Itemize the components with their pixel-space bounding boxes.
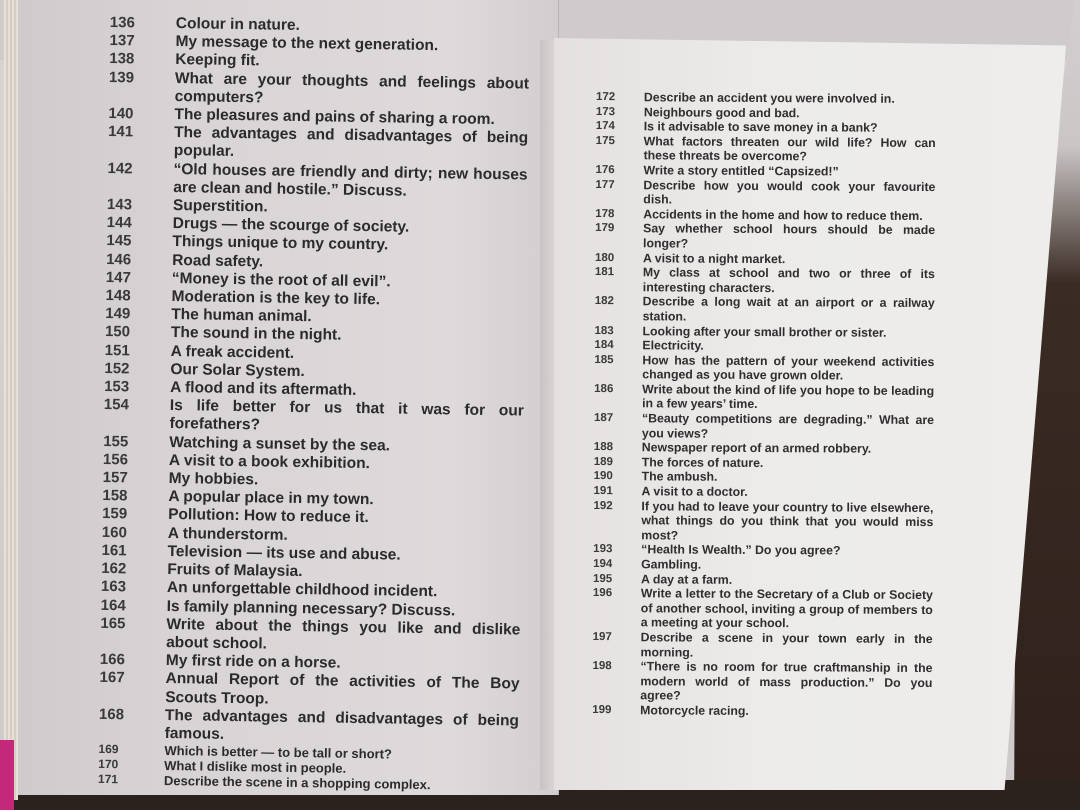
- item-text: Describe an accident you were involved in.: [643, 90, 895, 106]
- list-item: [592, 703, 932, 720]
- item-number: 146: [106, 250, 132, 269]
- item-number: 137: [109, 32, 135, 50]
- list-item: [593, 499, 933, 545]
- item-text: “Old houses are friendly and dirty; new houses are clean and hostile.” Discuss.: [173, 160, 528, 200]
- item-text: Is family planning necessary? Discuss.: [166, 597, 456, 619]
- item-number: 188: [593, 441, 614, 454]
- page-edges: [4, 0, 18, 800]
- item-text: Accidents in the home and how to reduce them.: [643, 207, 923, 223]
- item-text: Superstition.: [172, 197, 268, 216]
- item-number: 183: [594, 324, 614, 337]
- item-number: 151: [104, 341, 130, 360]
- item-number: 170: [98, 757, 119, 772]
- item-number: 156: [102, 450, 129, 469]
- item-text: What are your thoughts and feelings about computers?: [174, 69, 530, 107]
- item-number: 173: [595, 105, 616, 118]
- item-number: 195: [592, 572, 613, 585]
- list-item: [594, 411, 934, 442]
- item-text: “Money is the root of all evil”.: [171, 269, 391, 291]
- item-number: 179: [595, 222, 615, 235]
- item-number: 181: [594, 266, 615, 279]
- item-number: 175: [595, 134, 615, 147]
- item-text: Write a story entitled “Capsized!”: [643, 163, 839, 179]
- item-number: 185: [594, 353, 614, 366]
- item-text: The ambush.: [641, 469, 718, 485]
- pink-cover-edge: [0, 740, 14, 810]
- item-text: Colour in nature.: [175, 15, 300, 34]
- item-number: 169: [98, 742, 119, 757]
- list-item: [595, 294, 935, 325]
- item-text: Describe the scene in a shopping complex.: [163, 773, 431, 793]
- item-text: Which is better — to be tall or short?: [164, 743, 393, 762]
- item-text: Write a letter to the Secretary of a Club or Society of another school, inviting a group of members to a meeting at your school.: [640, 586, 933, 631]
- item-text: Is life better for us that it was for our forefathers?: [169, 397, 524, 434]
- item-text: Describe how you would cook your favourite dish.: [643, 177, 936, 207]
- item-text: Looking after your small brother or sister.: [642, 323, 887, 340]
- item-text: A flood and its aftermath.: [170, 379, 357, 399]
- item-text: Our Solar System.: [170, 360, 305, 380]
- item-text: The advantages and disadvantages of being famous.: [164, 706, 520, 743]
- item-number: 140: [108, 105, 134, 123]
- item-number: 139: [108, 68, 135, 86]
- item-number: 162: [101, 560, 127, 578]
- item-number: 159: [102, 505, 128, 523]
- item-number: 194: [593, 557, 613, 571]
- list-item: [594, 382, 934, 413]
- item-text: “Beauty competitions are degrading.” What are you views?: [641, 411, 935, 441]
- item-number: 141: [108, 123, 134, 141]
- item-text: “There is no room for true craftmanship in the modern world of mass production.” Do you agree?: [640, 659, 933, 703]
- item-text: A visit to a book exhibition.: [168, 451, 371, 473]
- item-number: 186: [594, 382, 614, 395]
- item-number: 148: [105, 287, 131, 305]
- item-text: Describe a long wait at an airport or a railway station.: [642, 294, 935, 324]
- item-text: The human animal.: [171, 306, 312, 326]
- item-number: 197: [592, 630, 612, 644]
- item-text: A thunderstorm.: [167, 524, 288, 544]
- item-text: My message to the next generation.: [175, 33, 439, 55]
- list-item: [595, 265, 935, 296]
- item-number: 198: [592, 660, 612, 673]
- item-text: Pollution: How to reduce it.: [168, 506, 369, 527]
- item-number: 184: [594, 339, 614, 352]
- item-number: 142: [107, 159, 133, 177]
- left-topic-list: [98, 14, 530, 794]
- item-text: My first ride on a horse.: [165, 652, 341, 672]
- list-item: [593, 630, 933, 661]
- list-item: [595, 221, 935, 252]
- item-text: Newspaper report of an armed robbery.: [641, 440, 872, 456]
- item-text: The pleasures and pains of sharing a room.: [174, 106, 495, 129]
- item-text: Write about the kind of life you hope to be leading in a few years’ time.: [642, 382, 935, 412]
- item-text: How has the pattern of your weekend activities changed as you have grown older.: [642, 352, 935, 383]
- item-text: A day at a farm.: [640, 571, 733, 587]
- item-text: Fruits of Malaysia.: [167, 561, 303, 581]
- item-number: 160: [101, 523, 128, 542]
- item-text: Say whether school hours should be made longer?: [643, 221, 936, 251]
- item-number: 136: [109, 14, 136, 32]
- item-number: 187: [593, 412, 614, 425]
- item-number: 161: [101, 541, 127, 560]
- item-number: 168: [98, 705, 125, 724]
- item-number: 165: [100, 614, 126, 633]
- item-number: 176: [595, 163, 615, 177]
- item-number: 144: [106, 214, 132, 232]
- item-text: “Health Is Wealth.” Do you agree?: [641, 542, 841, 558]
- item-text: A popular place in my town.: [168, 488, 374, 509]
- item-text: The forces of nature.: [641, 455, 764, 470]
- item-text: Annual Report of the activities of The Boy Scouts Troop.: [165, 670, 520, 708]
- list-item: [594, 353, 934, 384]
- list-item: [595, 178, 935, 209]
- item-number: 190: [593, 470, 613, 483]
- item-text: What I dislike most in people.: [164, 758, 347, 776]
- item-text: Things unique to my country.: [172, 233, 389, 254]
- item-number: 145: [106, 232, 132, 250]
- item-text: Drugs — the scourge of society.: [172, 215, 410, 236]
- list-item: [593, 586, 933, 632]
- item-number: 149: [105, 305, 131, 323]
- item-number: 153: [104, 378, 130, 396]
- item-number: 143: [106, 196, 133, 214]
- item-text: Write about the things you like and dislike about school.: [166, 615, 521, 653]
- item-number: 150: [104, 323, 131, 341]
- item-text: Moderation is the key to life.: [171, 288, 381, 309]
- list-item: [592, 659, 932, 705]
- item-number: 189: [593, 455, 613, 468]
- item-text: Neighbours good and bad.: [643, 104, 800, 120]
- item-text: A freak accident.: [170, 342, 295, 362]
- item-number: 171: [97, 772, 119, 787]
- item-number: 167: [99, 669, 125, 687]
- item-text: Is it advisable to save money in a bank?: [643, 119, 878, 135]
- item-text: What factors threaten our wild life? How can these threats be overcome?: [643, 134, 936, 164]
- item-text: Watching a sunset by the sea.: [169, 433, 391, 455]
- item-text: Television — its use and abuse.: [167, 542, 401, 564]
- item-number: 196: [592, 587, 613, 600]
- item-number: 138: [109, 50, 135, 68]
- item-text: The advantages and disadvantages of being popular.: [173, 124, 529, 161]
- item-number: 147: [105, 268, 132, 287]
- item-number: 174: [595, 120, 616, 133]
- list-item: [596, 134, 936, 165]
- item-number: 177: [595, 178, 615, 191]
- item-number: 180: [594, 251, 615, 264]
- item-text: Electricity.: [642, 338, 704, 353]
- item-text: My class at school and two or three of its interesting characters.: [642, 265, 935, 295]
- item-number: 191: [593, 485, 613, 498]
- item-text: Gambling.: [641, 557, 702, 572]
- item-number: 199: [592, 703, 612, 717]
- item-text: A visit to a doctor.: [641, 484, 748, 499]
- item-text: Road safety.: [172, 251, 264, 271]
- right-topic-list: [592, 90, 936, 720]
- item-number: 155: [103, 432, 129, 451]
- item-number: 163: [100, 578, 127, 596]
- item-text: Keeping fit.: [175, 51, 260, 70]
- item-number: 192: [593, 499, 613, 512]
- item-text: Describe a scene in your town early in the morning.: [640, 630, 933, 660]
- item-text: A visit to a night market.: [642, 250, 786, 266]
- item-number: 172: [595, 90, 616, 104]
- item-number: 166: [99, 651, 126, 669]
- item-number: 164: [100, 596, 126, 614]
- item-number: 193: [593, 543, 613, 556]
- item-text: If you had to leave your country to live elsewhere, what things do you think that you would miss most?: [641, 498, 934, 543]
- item-number: 154: [103, 396, 130, 414]
- item-number: 152: [104, 359, 130, 378]
- item-text: Motorcycle racing.: [640, 703, 749, 718]
- item-number: 157: [102, 469, 128, 487]
- item-text: My hobbies.: [168, 470, 259, 489]
- item-number: 158: [102, 487, 128, 505]
- item-text: An unforgettable childhood incident.: [166, 579, 438, 601]
- item-number: 182: [594, 295, 614, 308]
- item-text: The sound in the night.: [170, 324, 342, 345]
- item-number: 178: [595, 207, 615, 220]
